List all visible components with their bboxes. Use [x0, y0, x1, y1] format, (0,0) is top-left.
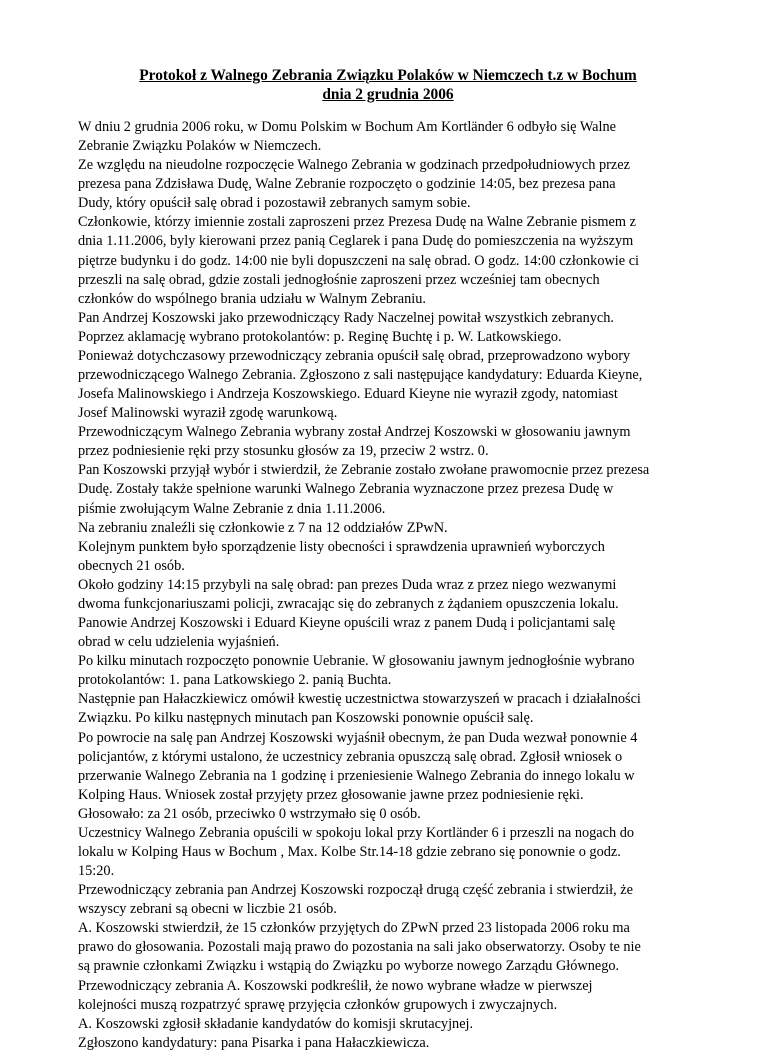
text-line: Dudy, który opuścił salę obrad i pozostawił zebranych samym sobie. [78, 195, 471, 212]
text-line: piśmie zwołującym Walne Zebranie z dnia 1.11.2006. [78, 500, 386, 517]
text-line: Na zebraniu znaleźli się członkowie z 7 na 12 oddziałów ZPwN. [78, 519, 448, 536]
text-line: Przewodniczący zebrania pan Andrzej Koszowski rozpoczął drugą część zebrania i stwierdził, że [78, 882, 633, 899]
text-line: Ponieważ dotychczasowy przewodniczący zebrania opuścił salę obrad, przeprowadzono wybory [78, 347, 631, 364]
text-line: dnia 1.11.2006, byly kierowani przez panią Ceglarek i pana Dudę do pomieszczenia na wyższym [78, 233, 634, 250]
text-line: Związku. Po kilku następnych minutach pan Koszowski ponownie opuścił salę. [78, 710, 534, 727]
document-page [78, 66, 698, 1053]
text-line: Poprzez aklamację wybrano protokolantów: p. Reginę Buchtę i p. W. Latkowskiego. [78, 328, 562, 345]
text-line: Głosowało: za 21 osób, przeciwko 0 wstrzymało się 0 osób. [78, 805, 421, 822]
text-line: Po powrocie na salę pan Andrzej Koszowski wyjaśnił obecnym, że pan Duda wezwał ponownie 4 [78, 729, 638, 746]
text-line: Pan Andrzej Koszowski jako przewodniczący Rady Naczelnej powitał wszystkich zebranych. [78, 309, 614, 326]
text-line: przez podniesienie ręki przy stosunku głosów za 19, przeciw 2 wstrz. 0. [78, 443, 489, 460]
text-line: wszyscy zebrani są obecni w liczbie 21 osób. [78, 901, 337, 918]
text-line: Josefa Malinowskiego i Andrzeja Koszowskiego. Eduard Kieyne nie wyraził zgody, natomiast [78, 386, 618, 403]
text-line: A. Koszowski zgłosił składanie kandydatów do komisji skrutacyjnej. [78, 1015, 474, 1032]
text-line: Kolejnym punktem było sporządzenie listy obecności i sprawdzenia uprawnień wyborczych [78, 538, 605, 555]
text-line: Ze względu na nieudolne rozpoczęcie Walnego Zebrania w godzinach przedpołudniowych przez [78, 157, 630, 174]
text-line: Członkowie, którzy imiennie zostali zaproszeni przez Prezesa Dudę na Walne Zebranie pismem z [78, 214, 636, 231]
text-line: prawo do głosowania. Pozostali mają prawo do pozostania na sali jako obserwatorzy. Osoby te nie [78, 939, 641, 956]
text-line: policjantów, z którymi ustalono, że uczestnicy zebrania opuszczą salę obrad. Zgłosił wniosek o [78, 748, 623, 765]
text-line: dwoma funkcjonariuszami policji, zwracając się do zebranych z żądaniem opuszczenia lokalu. [78, 595, 619, 612]
text-line: obrad w celu udzielenia wyjaśnień. [78, 634, 280, 651]
text-line: protokolantów: 1. pana Latkowskiego 2. panią Buchta. [78, 672, 392, 689]
document-body [78, 118, 698, 1053]
title-line-1: Protokoł z Walnego Zebrania Związku Polaków w Niemczech t.z w Bochum [139, 67, 637, 84]
text-line: W dniu 2 grudnia 2006 roku, w Domu Polskim w Bochum Am Kortländer 6 odbyło się Walne [78, 119, 616, 135]
text-line: Zebranie Związku Polaków w Niemczech. [78, 138, 322, 155]
text-line: Dudę. Zostały także spełnione warunki Walnego Zebrania wyznaczone przez prezesa Dudę w [78, 481, 614, 498]
text-line: A. Koszowski stwierdził, że 15 członków przyjętych do ZPwN przed 23 listopada 2006 roku ma [78, 920, 630, 937]
text-line: członków do wspólnego brania udziału w Walnym Zebraniu. [78, 290, 426, 307]
text-line: 15:20. [78, 863, 115, 880]
text-line: Kolping Haus. Wniosek został przyjęty przez głosowanie jawne przez podniesienie ręki. [78, 786, 584, 803]
text-line: są prawnie członkami Związku i wstąpią do Związku po wyborze nowego Zarządu Głównego. [78, 958, 620, 975]
text-line: Około godziny 14:15 przybyli na salę obrad: pan prezes Duda wraz z przez niego wezwanymi [78, 576, 617, 593]
text-line: Następnie pan Hałaczkiewicz omówił kwestię uczestnictwa stowarzyszeń w pracach i działalności [78, 691, 641, 708]
text-line: przeszli na salę obrad, gdzie zostali jednogłośnie zaproszeni przez wcześniej tam obecnych [78, 271, 600, 288]
text-line: piętrze budynku i do godz. 14:00 nie byli dopuszczeni na salę obrad. O godz. 14:00 członkowie ci [78, 252, 640, 269]
title-line-2: dnia 2 grudnia 2006 [322, 86, 454, 103]
text-line: Panowie Andrzej Koszowski i Eduard Kieyne opuścili wraz z panem Dudą i policjantami salę [78, 615, 616, 632]
text-line: lokalu w Kolping Haus w Bochum , Max. Kolbe Str.14-18 gdzie zebrano się ponownie o godz. [78, 843, 621, 860]
text-line: prezesa pana Zdzisława Dudę, Walne Zebranie rozpoczęto o godzinie 14:05, bez prezesa pana [78, 176, 616, 193]
text-line: kolejności muszą rozpatrzyć sprawę przyjęcia członków grupowych i zwyczajnych. [78, 996, 558, 1013]
text-line: Uczestnicy Walnego Zebrania opuścili w spokoju lokal przy Kortländer 6 i przeszli na nogach do [78, 824, 634, 841]
text-line: Po kilku minutach rozpoczęto ponownie Uebranie. W głosowaniu jawnym jednogłośnie wybrano [78, 653, 635, 670]
text-line: Przewodniczący zebrania A. Koszowski podkreślił, że nowo wybrane władze w pierwszej [78, 977, 593, 994]
text-line: Zgłoszono kandydatury: pana Pisarka i pana Hałaczkiewicza. [78, 1034, 430, 1051]
document-title [78, 66, 698, 104]
text-line: obecnych 21 osób. [78, 557, 185, 574]
text-line: Pan Koszowski przyjął wybór i stwierdził, że Zebranie zostało zwołane prawomocnie przez prezesa [78, 462, 650, 479]
text-line: przewodniczącego Walnego Zebrania. Zgłoszono z sali następujące kandydatury: Eduarda Kieyne, [78, 367, 643, 384]
text-line: Josef Malinowski wyraził zgodę warunkową. [78, 405, 338, 422]
text-line: przerwanie Walnego Zebrania na 1 godzinę i przeniesienie Walnego Zebrania do innego lokalu w [78, 767, 635, 784]
text-line: Przewodniczącym Walnego Zebrania wybrany został Andrzej Koszowski w głosowaniu jawnym [78, 424, 631, 441]
